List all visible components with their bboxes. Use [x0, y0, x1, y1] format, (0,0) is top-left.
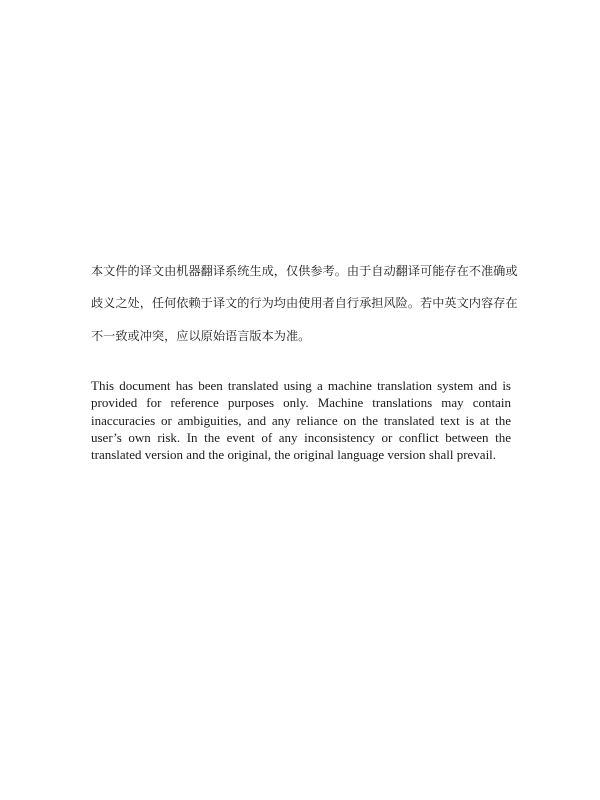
chinese-disclaimer-line-1: 本文件的译文由机器翻译系统生成，仅供参考。由于自动翻译可能存在不准确或	[91, 264, 518, 278]
chinese-disclaimer-line-2: 歧义之处，任何依赖于译文的行为均由使用者自行承担风险。若中英文内容存在	[91, 296, 518, 310]
english-disclaimer-paragraph: This document has been translated using a machine translation system and is provided for reference purposes only. Machine translations may contain inaccuracies or ambiguities, and any reliance on the translated text is at the user’s own risk. In the event of any inconsistency or conflict between the translated version and the original, the original language version shall prevail.	[91, 378, 511, 463]
chinese-disclaimer-line-3: 不一致或冲突，应以原始语言版本为准。	[91, 329, 311, 343]
